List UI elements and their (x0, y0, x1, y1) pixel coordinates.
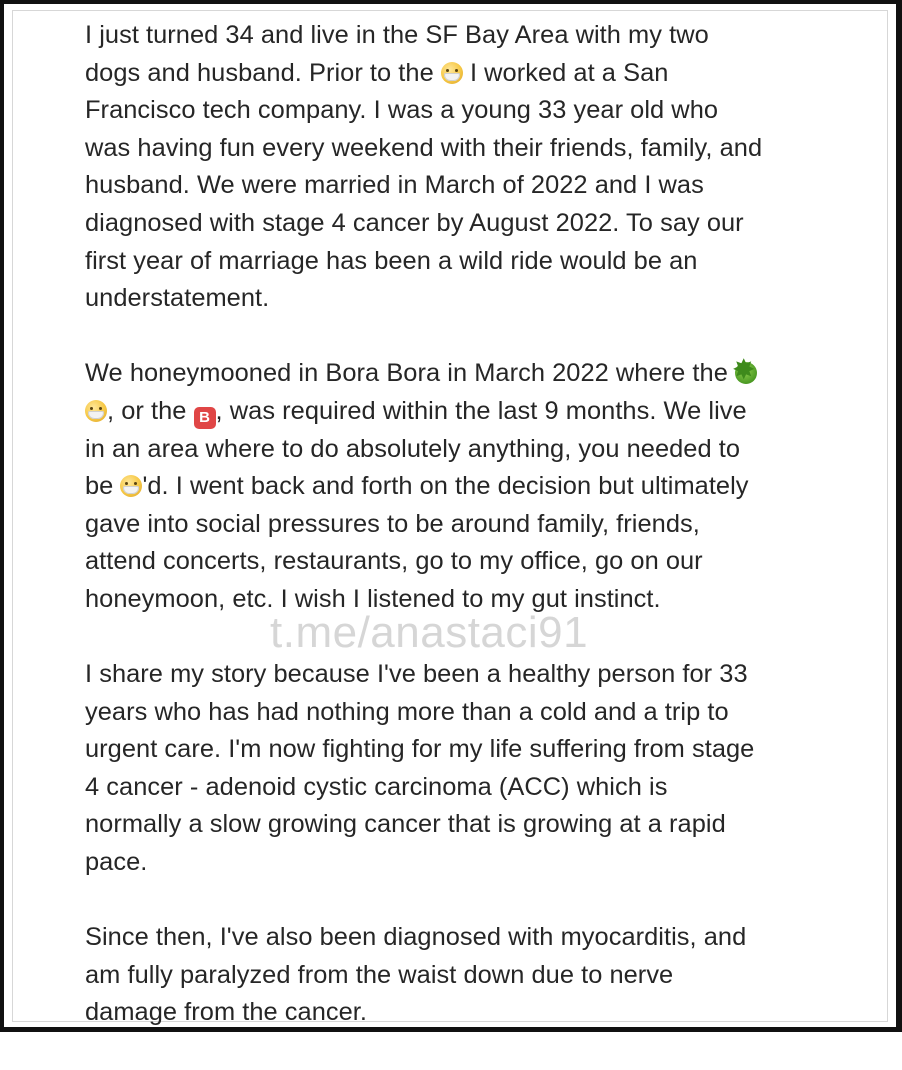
text-line (85, 806, 885, 844)
paragraph (85, 656, 885, 882)
text-run: dogs and husband. Prior to the (85, 58, 441, 87)
text-line (85, 731, 885, 769)
text-line (85, 55, 885, 93)
text-run: 4 cancer - adenoid cystic carcinoma (ACC) which is (85, 772, 668, 801)
text-run: in an area where to do absolutely anything, you needed to (85, 434, 741, 463)
paragraph (85, 919, 885, 1032)
text-run: urgent care. I'm now fighting for my life suffering from stage (85, 735, 755, 764)
text-line (85, 769, 885, 807)
text-run: Since then, I've also been diagnosed with myocarditis, and (85, 923, 747, 952)
text-line (85, 92, 885, 130)
text-run: damage from the cancer. (85, 998, 368, 1027)
text-run: attend concerts, restaurants, go to my office, go on our (85, 547, 703, 576)
text-line (85, 694, 885, 732)
text-line (85, 17, 885, 55)
text-run: was having fun every weekend with their friends, family, and (85, 133, 763, 162)
text-run: husband. We were married in March of 2022 and I was (85, 171, 704, 200)
text-line (85, 130, 885, 168)
text-run: , or the (107, 396, 194, 425)
text-run: diagnosed with stage 4 cancer by August 2022. To say our (85, 208, 744, 237)
face-with-medical-mask-icon (85, 400, 107, 422)
text-line (85, 205, 885, 243)
paragraph (85, 355, 885, 618)
text-line (85, 393, 885, 431)
post-card (12, 10, 888, 1027)
text-line (85, 957, 885, 995)
text-line (85, 919, 885, 957)
b-button-icon: B (194, 407, 216, 429)
text-line (85, 468, 885, 506)
paragraph (85, 17, 885, 318)
text-run: be (85, 472, 121, 501)
text-run: I worked at a San (462, 58, 669, 87)
text-run: pace. (85, 848, 148, 877)
post-body (85, 17, 885, 1070)
text-line (85, 243, 885, 281)
text-run: We honeymooned in Bora Bora in March 2022 where the (85, 359, 735, 388)
text-run: I just turned 34 and live in the SF Bay Area with my two (85, 21, 709, 49)
watermark: t.me/anastaci91 (270, 608, 589, 657)
text-run: I share my story because I've been a healthy person for 33 (85, 660, 748, 689)
microbe-icon (735, 362, 757, 384)
text-run: , was required within the last 9 months. We live (215, 396, 747, 425)
text-line (85, 167, 885, 205)
text-line (85, 656, 885, 694)
text-line (85, 355, 885, 393)
text-run: gave into social pressures to be around family, friends, (85, 509, 700, 538)
text-run: first year of marriage has been a wild ride would be an (85, 246, 698, 275)
text-run: honeymoon, etc. I wish I listened to my gut instinct. (85, 584, 661, 613)
text-line (85, 543, 885, 581)
text-line (85, 994, 885, 1032)
text-line (85, 431, 885, 469)
face-with-medical-mask-icon (120, 475, 142, 497)
text-run: understatement. (85, 284, 270, 313)
face-with-medical-mask-icon (441, 62, 463, 84)
text-run: 'd. I went back and forth on the decision but ultimately (142, 472, 749, 501)
text-line (85, 280, 885, 318)
text-run: years who has had nothing more than a cold and a trip to (85, 697, 729, 726)
text-run: normally a slow growing cancer that is growing at a rapid (85, 810, 726, 839)
text-run: Francisco tech company. I was a young 33 year old who (85, 96, 719, 125)
text-line (85, 844, 885, 882)
text-line (85, 506, 885, 544)
text-run: am fully paralyzed from the waist down due to nerve (85, 960, 674, 989)
